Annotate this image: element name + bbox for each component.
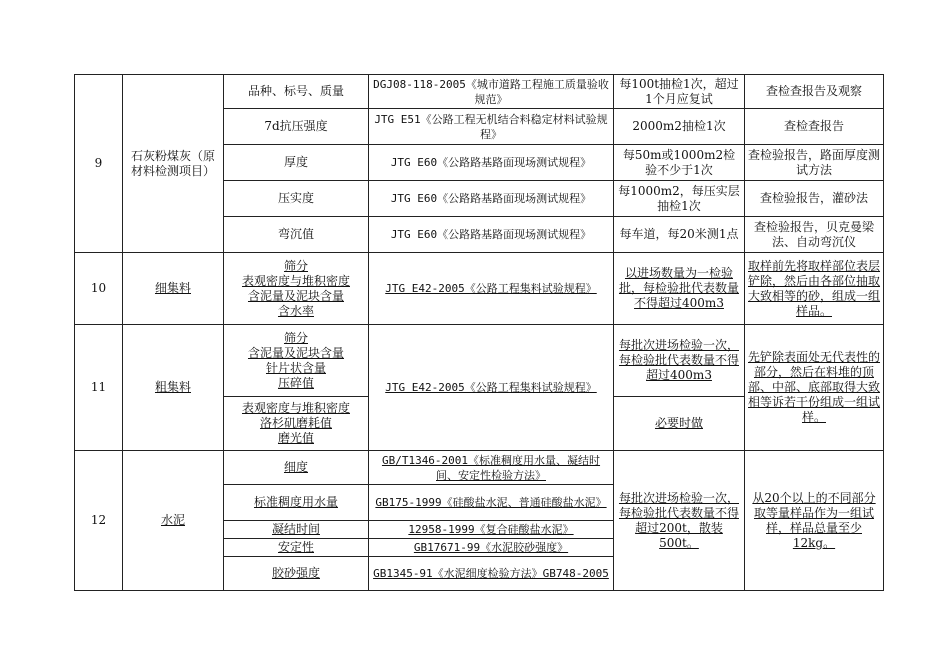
test-item: 筛分 (283, 258, 308, 273)
standard: JTG E42-2005《公路工程集料试验规程》 (369, 253, 614, 325)
test-item: 含泥量及泥块含量 (247, 288, 344, 303)
frequency: 必要时做 (614, 397, 745, 451)
material-name: 水泥 (123, 451, 224, 591)
frequency: 每批次进场检验一次，每检验批代表数量不得超过400m3 (614, 325, 745, 397)
test-item: 含水率 (277, 303, 314, 318)
row-number: 10 (75, 253, 123, 325)
method: 从20个以上的不同部分取等量样品作为一组试样，样品总量至少12kg。 (745, 451, 884, 591)
method: 查检验报告，路面厚度测试方法 (745, 145, 884, 181)
standard: GB1345-91《水泥细度检验方法》GB748-2005 (369, 557, 614, 591)
frequency: 每批次进场检验一次，每检验批代表数量不得超过200t，散装500t。 (614, 451, 745, 591)
row-number: 12 (75, 451, 123, 591)
standard: GB175-1999《硅酸盐水泥、普通硅酸盐水泥》 (369, 485, 614, 521)
method: 取样前先将取样部位表层铲除，然后由各部位抽取大致相等的砂，组成一组样品。 (745, 253, 884, 325)
material-name: 粗集料 (123, 325, 224, 451)
test-items (224, 325, 369, 397)
inspection-table (74, 74, 884, 591)
standard: DGJ08-118-2005《城市道路工程施工质量验收规范》 (369, 75, 614, 109)
standard: GB/T1346-2001《标准稠度用水量、凝结时间、安定性检验方法》 (369, 451, 614, 485)
test-item: 磨光值 (277, 431, 314, 445)
material-name: 细集料 (123, 253, 224, 325)
test-item: 7d抗压强度 (224, 109, 369, 145)
method: 查检验报告，灌砂法 (745, 181, 884, 217)
row-number: 9 (75, 75, 123, 253)
test-items (224, 253, 369, 325)
test-item: 压实度 (224, 181, 369, 217)
method: 查检查报告及观察 (745, 75, 884, 109)
standard: 12958-1999《复合硅酸盐水泥》 (369, 521, 614, 539)
frequency: 每1000m2，每压实层抽检1次 (614, 181, 745, 217)
method: 查检验报告，贝克曼梁法、自动弯沉仪 (745, 217, 884, 253)
frequency: 以进场数量为一检验批，每检验批代表数量不得超过400m3 (614, 253, 745, 325)
table-row (75, 75, 884, 109)
test-item: 凝结时间 (224, 521, 369, 539)
method: 查检查报告 (745, 109, 884, 145)
test-item: 标准稠度用水量 (224, 485, 369, 521)
test-item: 厚度 (224, 145, 369, 181)
frequency: 每50m或1000m2检验不少于1次 (614, 145, 745, 181)
test-item: 压碎值 (277, 375, 314, 390)
frequency: 每车道，每20米测1点 (614, 217, 745, 253)
test-item: 胶砂强度 (224, 557, 369, 591)
test-item: 品种、标号、质量 (224, 75, 369, 109)
standard: JTG E60《公路路基路面现场测试规程》 (369, 145, 614, 181)
test-item: 表观密度与堆积密度 (241, 273, 350, 288)
test-item: 含泥量及泥块含量 (247, 345, 344, 360)
test-item: 表观密度与堆积密度 (241, 401, 350, 415)
test-item: 针片状含量 (265, 360, 326, 375)
standard: GB17671-99《水泥胶砂强度》 (369, 539, 614, 557)
frequency: 每100t抽检1次，超过1个月应复试 (614, 75, 745, 109)
test-item: 筛分 (283, 330, 308, 345)
test-items (224, 397, 369, 451)
standard: JTG E60《公路路基路面现场测试规程》 (369, 217, 614, 253)
table-row (75, 253, 884, 325)
test-item: 细度 (224, 451, 369, 485)
table-row (75, 325, 884, 397)
standard: JTG E42-2005《公路工程集料试验规程》 (369, 325, 614, 451)
test-item: 弯沉值 (224, 217, 369, 253)
test-item: 安定性 (224, 539, 369, 557)
standard: JTG E51《公路工程无机结合料稳定材料试验规程》 (369, 109, 614, 145)
material-name: 石灰粉煤灰（原材料检测项目） (123, 75, 224, 253)
method: 先铲除表面处无代表性的部分，然后在料堆的顶部、中部、底部取得大致相等诉若干份组成一组试样。 (745, 325, 884, 451)
standard: JTG E60《公路路基路面现场测试规程》 (369, 181, 614, 217)
frequency: 2000m2抽检1次 (614, 109, 745, 145)
test-item: 洛杉矶磨耗值 (259, 416, 332, 430)
row-number: 11 (75, 325, 123, 451)
table-row (75, 451, 884, 485)
